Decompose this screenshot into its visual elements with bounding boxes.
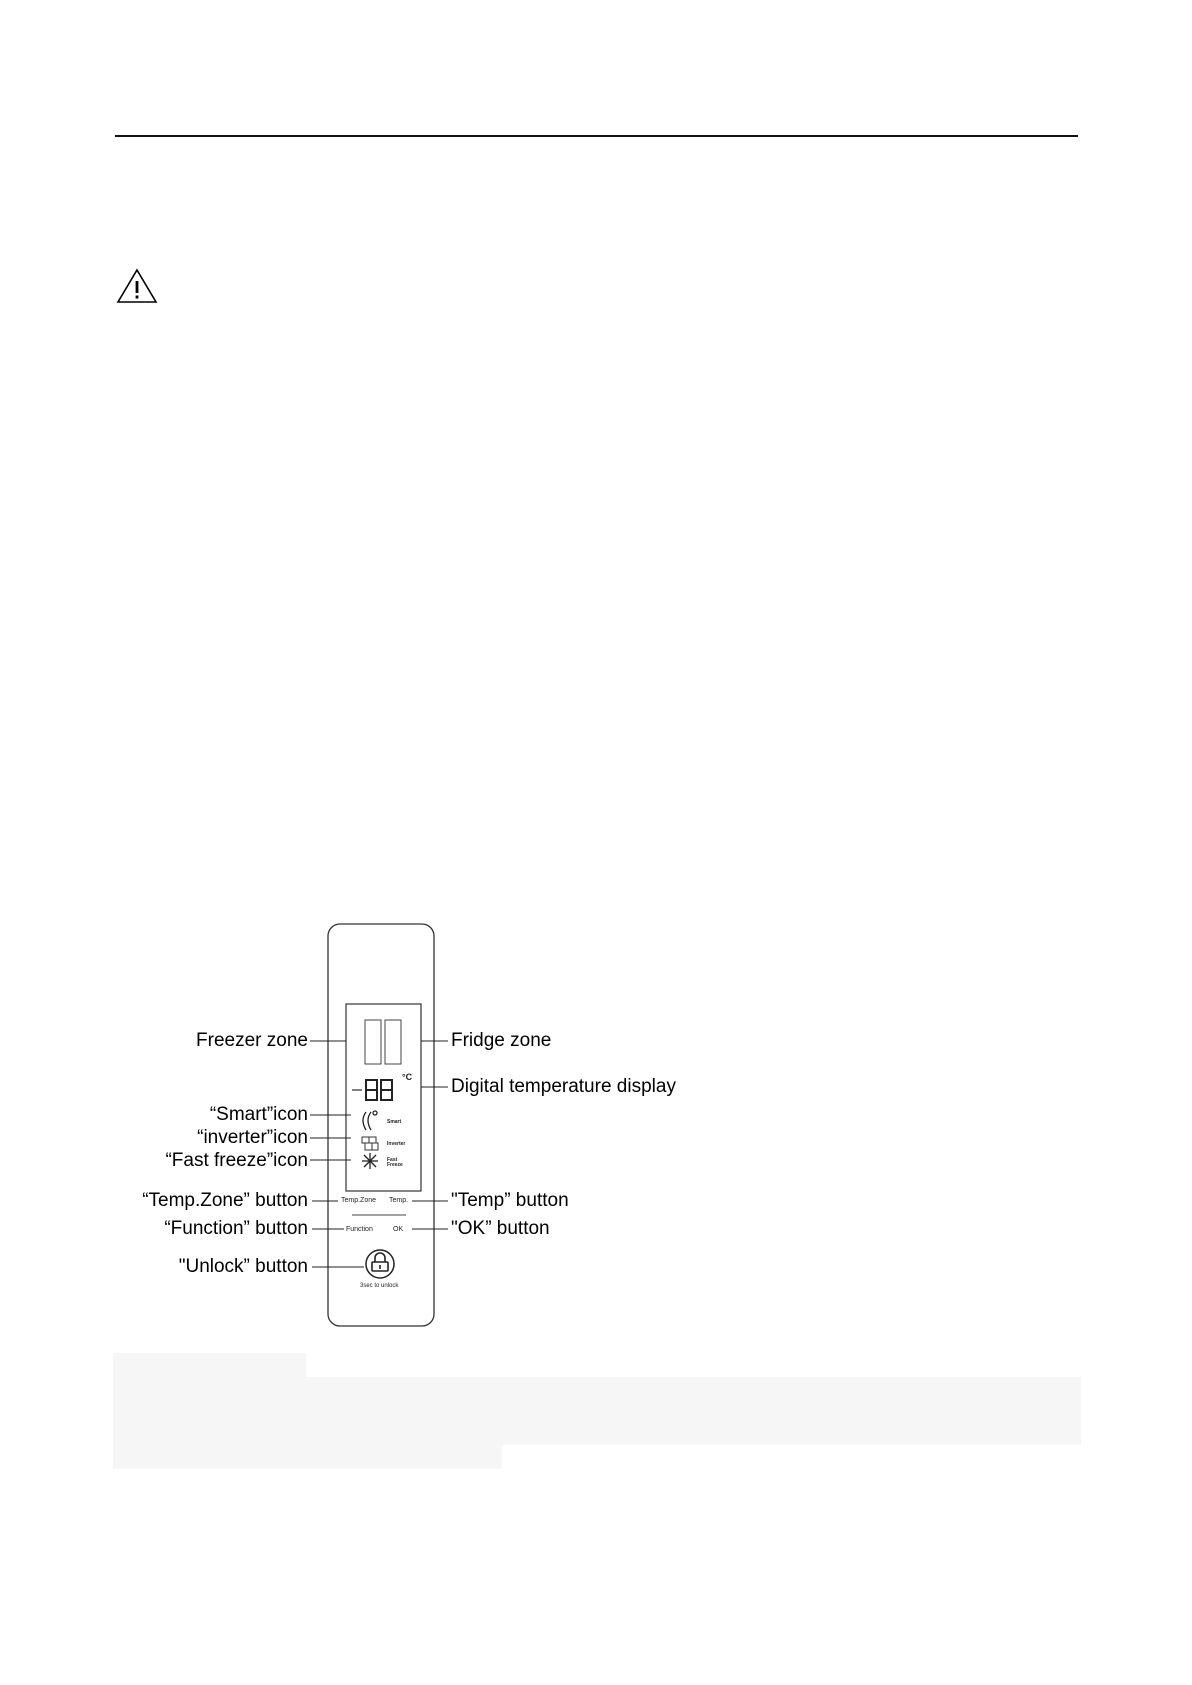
freezer-zone-label: Freezer zone bbox=[196, 1030, 308, 1051]
smart-icon-label: “Smart”icon bbox=[209, 1104, 308, 1125]
smart-text: Smart bbox=[387, 1119, 402, 1125]
shaded-block bbox=[113, 1377, 1081, 1445]
fast-freeze-text: Fast Freeze bbox=[387, 1157, 403, 1168]
shaded-block bbox=[113, 1445, 502, 1469]
digital-display-label: Digital temperature display bbox=[451, 1076, 676, 1097]
shaded-block bbox=[113, 1353, 306, 1377]
fast-freeze-icon-label: “Fast freeze”icon bbox=[165, 1150, 308, 1171]
temp-button[interactable]: Temp. bbox=[389, 1197, 409, 1204]
snowflake-icon bbox=[362, 1153, 378, 1169]
fridge-zone-label: Fridge zone bbox=[451, 1030, 552, 1051]
ok-button[interactable]: OK bbox=[393, 1226, 404, 1233]
inverter-text: Inverter bbox=[387, 1141, 406, 1147]
function-button-label: “Function” button bbox=[164, 1218, 308, 1239]
temp-zone-button[interactable]: Temp.Zone bbox=[341, 1197, 377, 1204]
temp-button-label: "Temp” button bbox=[451, 1190, 569, 1211]
unlock-hint: 3sec to unlock bbox=[360, 1283, 399, 1289]
inverter-icon-label: “inverter”icon bbox=[197, 1127, 308, 1148]
unlock-button-label: "Unlock” button bbox=[178, 1256, 308, 1277]
smart-icon bbox=[363, 1111, 377, 1130]
temp-unit: °C bbox=[402, 1072, 413, 1082]
function-button[interactable]: Function bbox=[346, 1226, 373, 1233]
inverter-icon bbox=[362, 1137, 378, 1150]
lock-icon[interactable] bbox=[366, 1250, 394, 1278]
temp-zone-button-label: “Temp.Zone” button bbox=[142, 1190, 308, 1211]
ok-button-label: "OK” button bbox=[451, 1218, 550, 1239]
